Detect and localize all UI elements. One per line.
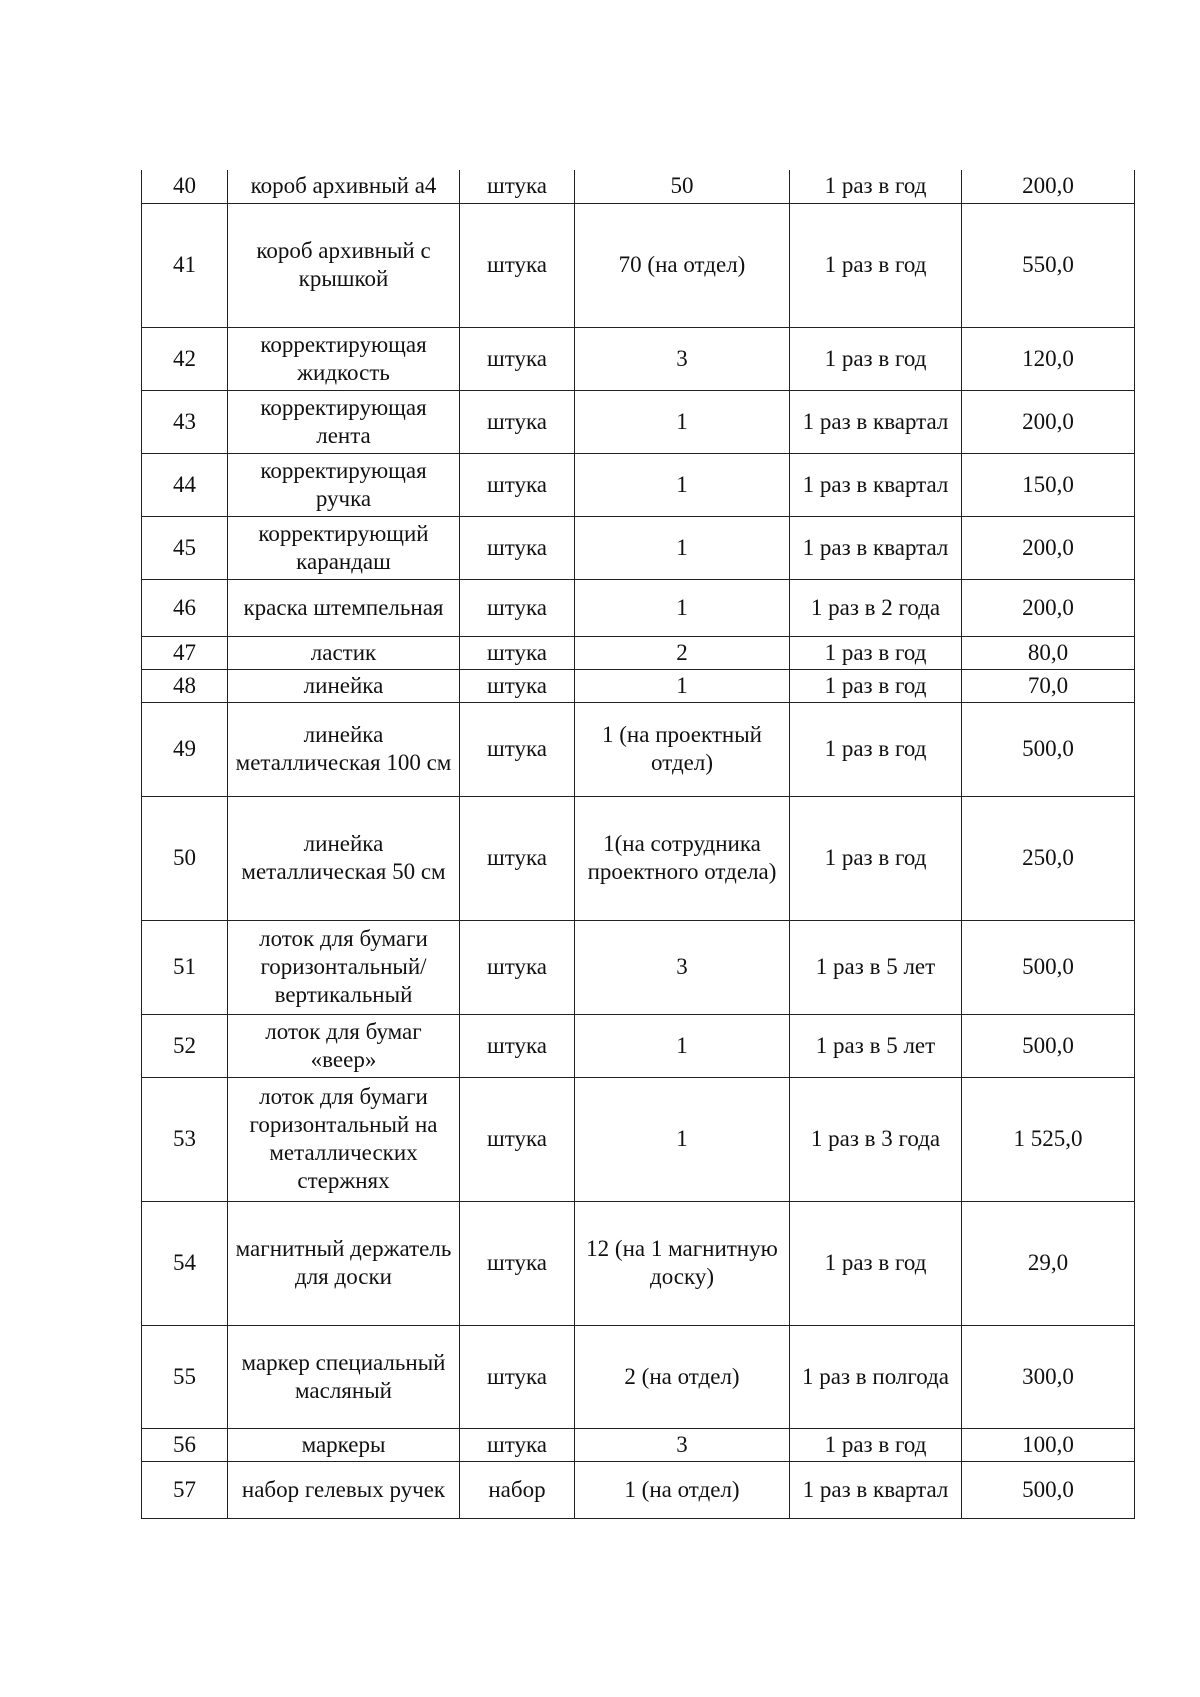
item-name-cell: лоток для бумаги горизонтальный/вертикальный	[228, 920, 460, 1014]
price-cell: 200,0	[962, 390, 1135, 453]
period-cell: 1 раз в год	[790, 702, 962, 796]
row-number-cell: 46	[142, 579, 228, 636]
quantity-cell: 1	[575, 669, 790, 702]
table-row	[142, 636, 1135, 669]
unit-cell: штука	[460, 1325, 575, 1428]
row-number-cell: 54	[142, 1201, 228, 1325]
price-cell: 120,0	[962, 327, 1135, 390]
row-number-cell: 40	[142, 170, 228, 203]
item-name-cell: корректирующая лента	[228, 390, 460, 453]
period-cell: 1 раз в год	[790, 796, 962, 920]
period-cell: 1 раз в квартал	[790, 453, 962, 516]
row-number-cell: 57	[142, 1461, 228, 1518]
period-cell: 1 раз в год	[790, 203, 962, 327]
quantity-cell: 1	[575, 516, 790, 579]
row-number-cell: 49	[142, 702, 228, 796]
row-number-cell: 56	[142, 1428, 228, 1461]
price-cell: 300,0	[962, 1325, 1135, 1428]
period-cell: 1 раз в 3 года	[790, 1077, 962, 1201]
row-number-cell: 43	[142, 390, 228, 453]
row-number-cell: 50	[142, 796, 228, 920]
period-cell: 1 раз в год	[790, 1428, 962, 1461]
table-row	[142, 1077, 1135, 1201]
unit-cell: штука	[460, 1014, 575, 1077]
item-name-cell: корректирующий карандаш	[228, 516, 460, 579]
period-cell: 1 раз в год	[790, 636, 962, 669]
table-row	[142, 170, 1135, 203]
quantity-cell: 1	[575, 453, 790, 516]
table-row	[142, 669, 1135, 702]
quantity-cell: 1	[575, 390, 790, 453]
price-cell: 150,0	[962, 453, 1135, 516]
unit-cell: штука	[460, 796, 575, 920]
table-row	[142, 390, 1135, 453]
table-row	[142, 1428, 1135, 1461]
row-number-cell: 51	[142, 920, 228, 1014]
unit-cell: штука	[460, 390, 575, 453]
table-body	[142, 170, 1135, 1518]
quantity-cell: 2 (на отдел)	[575, 1325, 790, 1428]
table-row	[142, 796, 1135, 920]
price-cell: 70,0	[962, 669, 1135, 702]
row-number-cell: 47	[142, 636, 228, 669]
quantity-cell: 1	[575, 1077, 790, 1201]
item-name-cell: короб архивный с крышкой	[228, 203, 460, 327]
period-cell: 1 раз в год	[790, 1201, 962, 1325]
price-cell: 500,0	[962, 920, 1135, 1014]
quantity-cell: 2	[575, 636, 790, 669]
row-number-cell: 55	[142, 1325, 228, 1428]
quantity-cell: 70 (на отдел)	[575, 203, 790, 327]
unit-cell: штука	[460, 702, 575, 796]
period-cell: 1 раз в квартал	[790, 516, 962, 579]
item-name-cell: ластик	[228, 636, 460, 669]
price-cell: 80,0	[962, 636, 1135, 669]
item-name-cell: магнитный держатель для доски	[228, 1201, 460, 1325]
table-row	[142, 453, 1135, 516]
row-number-cell: 42	[142, 327, 228, 390]
row-number-cell: 44	[142, 453, 228, 516]
unit-cell: штука	[460, 920, 575, 1014]
table-row	[142, 1201, 1135, 1325]
unit-cell: штука	[460, 203, 575, 327]
item-name-cell: корректирующая жидкость	[228, 327, 460, 390]
price-cell: 250,0	[962, 796, 1135, 920]
quantity-cell: 1(на сотрудника проектного отдела)	[575, 796, 790, 920]
period-cell: 1 раз в год	[790, 170, 962, 203]
quantity-cell: 3	[575, 920, 790, 1014]
row-number-cell: 52	[142, 1014, 228, 1077]
row-number-cell: 48	[142, 669, 228, 702]
row-number-cell: 45	[142, 516, 228, 579]
item-name-cell: корректирующая ручка	[228, 453, 460, 516]
table-row	[142, 702, 1135, 796]
item-name-cell: лоток для бумаги горизонтальный на металлических стержнях	[228, 1077, 460, 1201]
price-cell: 500,0	[962, 1461, 1135, 1518]
price-cell: 100,0	[962, 1428, 1135, 1461]
period-cell: 1 раз в 2 года	[790, 579, 962, 636]
item-name-cell: краска штемпельная	[228, 579, 460, 636]
price-cell: 500,0	[962, 1014, 1135, 1077]
item-name-cell: набор гелевых ручек	[228, 1461, 460, 1518]
unit-cell: штука	[460, 1077, 575, 1201]
unit-cell: штука	[460, 1428, 575, 1461]
price-cell: 1 525,0	[962, 1077, 1135, 1201]
table-row	[142, 1014, 1135, 1077]
row-number-cell: 41	[142, 203, 228, 327]
period-cell: 1 раз в квартал	[790, 1461, 962, 1518]
table-row	[142, 327, 1135, 390]
table-row	[142, 579, 1135, 636]
price-cell: 500,0	[962, 702, 1135, 796]
price-cell: 200,0	[962, 516, 1135, 579]
period-cell: 1 раз в год	[790, 669, 962, 702]
unit-cell: штука	[460, 327, 575, 390]
item-name-cell: короб архивный а4	[228, 170, 460, 203]
quantity-cell: 12 (на 1 магнитную доску)	[575, 1201, 790, 1325]
quantity-cell: 50	[575, 170, 790, 203]
table-row	[142, 920, 1135, 1014]
price-cell: 550,0	[962, 203, 1135, 327]
quantity-cell: 3	[575, 1428, 790, 1461]
supplies-table	[141, 170, 1135, 1519]
price-cell: 29,0	[962, 1201, 1135, 1325]
period-cell: 1 раз в 5 лет	[790, 1014, 962, 1077]
item-name-cell: линейка металлическая 100 см	[228, 702, 460, 796]
unit-cell: штука	[460, 1201, 575, 1325]
item-name-cell: маркер специальный масляный	[228, 1325, 460, 1428]
item-name-cell: маркеры	[228, 1428, 460, 1461]
table-row	[142, 1461, 1135, 1518]
price-cell: 200,0	[962, 170, 1135, 203]
quantity-cell: 3	[575, 327, 790, 390]
unit-cell: штука	[460, 453, 575, 516]
table-row	[142, 1325, 1135, 1428]
unit-cell: штука	[460, 170, 575, 203]
unit-cell: штука	[460, 579, 575, 636]
quantity-cell: 1	[575, 579, 790, 636]
item-name-cell: линейка металлическая 50 см	[228, 796, 460, 920]
table-row	[142, 203, 1135, 327]
period-cell: 1 раз в полгода	[790, 1325, 962, 1428]
period-cell: 1 раз в год	[790, 327, 962, 390]
unit-cell: штука	[460, 669, 575, 702]
quantity-cell: 1 (на отдел)	[575, 1461, 790, 1518]
period-cell: 1 раз в квартал	[790, 390, 962, 453]
unit-cell: штука	[460, 516, 575, 579]
item-name-cell: лоток для бумаг «веер»	[228, 1014, 460, 1077]
row-number-cell: 53	[142, 1077, 228, 1201]
unit-cell: штука	[460, 636, 575, 669]
unit-cell: набор	[460, 1461, 575, 1518]
quantity-cell: 1 (на проектный отдел)	[575, 702, 790, 796]
item-name-cell: линейка	[228, 669, 460, 702]
table-row	[142, 516, 1135, 579]
period-cell: 1 раз в 5 лет	[790, 920, 962, 1014]
quantity-cell: 1	[575, 1014, 790, 1077]
price-cell: 200,0	[962, 579, 1135, 636]
